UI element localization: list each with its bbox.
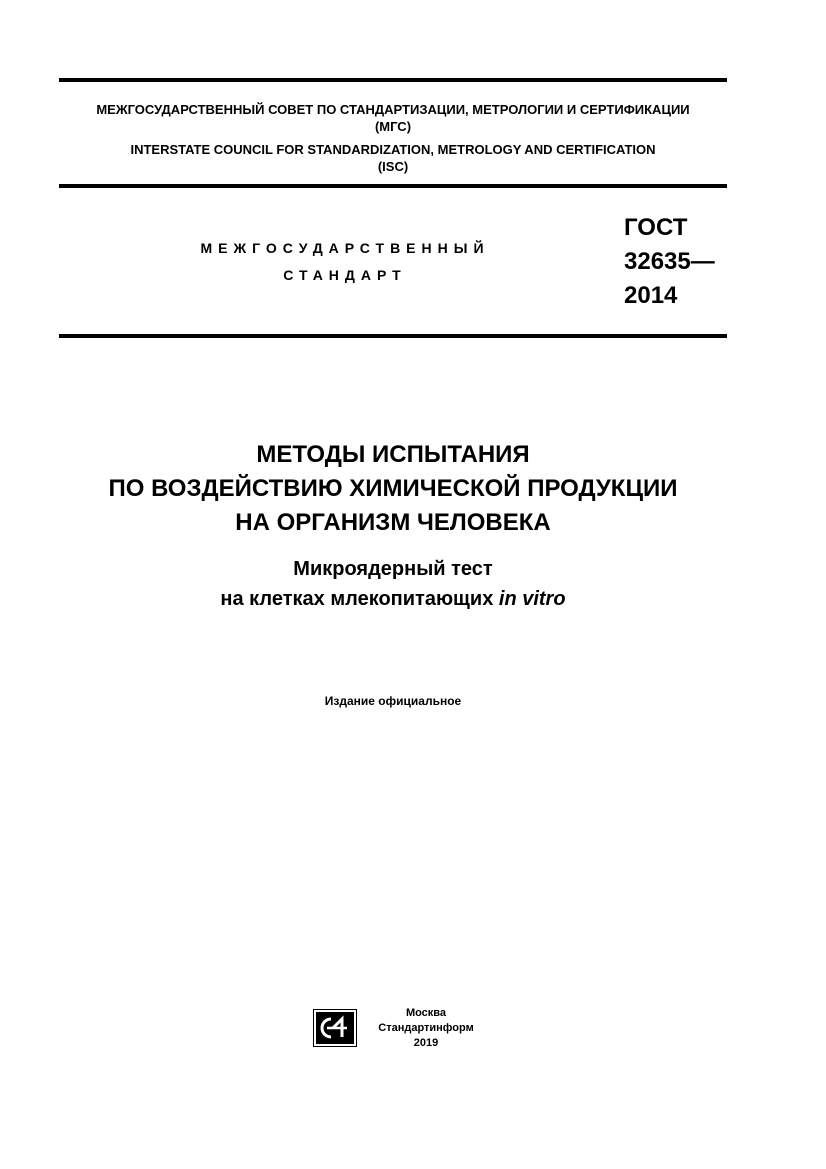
publisher-city: Москва (405, 1007, 447, 1019)
edition-note: Издание официальное (324, 694, 462, 708)
council-abbr-en: (ISC) (377, 159, 409, 174)
title-line2: ПО ВОЗДЕЙСТВИЮ ХИМИЧЕСКОЙ ПРОДУКЦИИ (108, 475, 678, 502)
publisher-year: 2019 (413, 1037, 439, 1049)
title-line3: НА ОРГАНИЗМ ЧЕЛОВЕКА (235, 509, 551, 536)
standard-label-line2: СТАНДАРТ (283, 267, 407, 283)
subtitle-in-vitro: in vitro (498, 588, 566, 610)
council-name-ru: МЕЖГОСУДАРСТВЕННЫЙ СОВЕТ ПО СТАНДАРТИЗАЦИИ, МЕТРОЛОГИИ И СЕРТИФИКАЦИИ (96, 102, 690, 117)
top-rule (59, 78, 727, 82)
publisher-name: Стандартинформ (378, 1022, 474, 1034)
gost-label: ГОСТ (624, 214, 688, 241)
standartinform-logo-icon (313, 1009, 357, 1047)
standard-label-line1: МЕЖГОСУДАРСТВЕННЫЙ (200, 240, 490, 256)
standard-rule (59, 334, 727, 338)
subtitle-line1: Микроядерный тест (293, 558, 493, 580)
council-abbr-ru: (МГС) (374, 119, 412, 134)
council-name-en: INTERSTATE COUNCIL FOR STANDARDIZATION, METROLOGY AND CERTIFICATION (130, 142, 656, 157)
subtitle-line2-text: на клетках млекопитающих (220, 588, 499, 610)
subtitle-line2 (40, 585, 746, 614)
title-line1: МЕТОДЫ ИСПЫТАНИЯ (256, 441, 530, 468)
header-rule (59, 184, 727, 188)
gost-year: 2014 (624, 282, 678, 309)
gost-number: 32635— (624, 248, 715, 275)
